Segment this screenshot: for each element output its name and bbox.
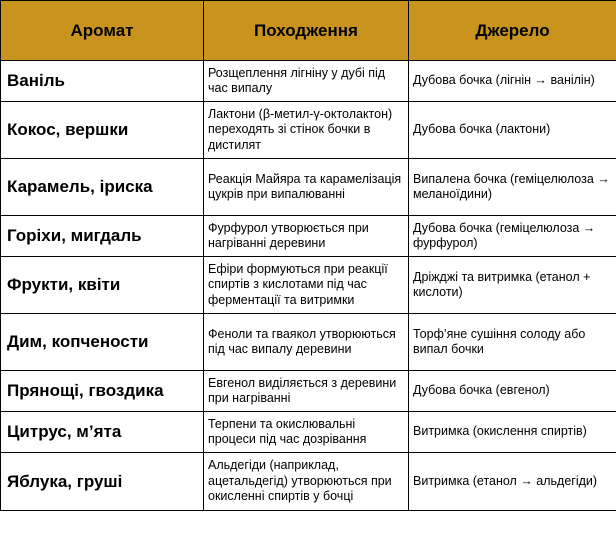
aroma-cell: Горіхи, мигдаль [1,216,204,257]
source-cell: Дубова бочка (лігнін → ванілін) [409,61,616,102]
aroma-cell: Дим, копчености [1,314,204,371]
origin-cell: Лактони (β-метил-γ-октолактон) переходять зі стінок бочки в дистилят [204,102,409,159]
header-aroma: Аромат [1,1,204,61]
table-row [1,257,616,314]
aroma-cell: Яблука, груші [1,453,204,511]
table-row [1,159,616,216]
table-row [1,412,616,453]
source-cell: Витримка (окислення спиртів) [409,412,616,453]
origin-cell: Ефіри формуються при реакції спиртів з кислотами під час ферментації та витримки [204,257,409,314]
origin-cell: Феноли та гваякол утворюються під час випалу деревини [204,314,409,371]
origin-cell: Реакція Майяра та карамелізація цукрів при випалюванні [204,159,409,216]
header-source: Джерело [409,1,616,61]
source-cell: Витримка (етанол → альдегіди) [409,453,616,511]
origin-cell: Евгенол виділяється з деревини при нагріванні [204,371,409,412]
source-cell: Дріжджі та витримка (етанол + кислоти) [409,257,616,314]
table-row [1,453,616,511]
table-row [1,216,616,257]
aroma-cell: Цитрус, м’ята [1,412,204,453]
origin-cell: Розщеплення лігніну у дубі під час випалу [204,61,409,102]
aroma-cell: Ваніль [1,61,204,102]
source-cell: Дубова бочка (евгенол) [409,371,616,412]
table-row [1,314,616,371]
table-row [1,61,616,102]
source-cell: Випалена бочка (геміцелюлоза → меланоїдини) [409,159,616,216]
origin-cell: Фурфурол утворюється при нагріванні деревини [204,216,409,257]
aroma-cell: Фрукти, квіти [1,257,204,314]
origin-cell: Терпени та окислювальні процеси під час дозрівання [204,412,409,453]
origin-cell: Альдегіди (наприклад, ацетальдегід) утворюються при окисленні спиртів у бочці [204,453,409,511]
source-cell: Дубова бочка (лактони) [409,102,616,159]
table-row [1,371,616,412]
header-row [1,1,616,61]
source-cell: Дубова бочка (геміцелюлоза → фурфурол) [409,216,616,257]
aroma-cell: Прянощі, гвоздика [1,371,204,412]
aroma-cell: Кокос, вершки [1,102,204,159]
header-origin: Походження [204,1,409,61]
table-row [1,102,616,159]
aroma-cell: Карамель, іриска [1,159,204,216]
source-cell: Торф’яне сушіння солоду або випал бочки [409,314,616,371]
